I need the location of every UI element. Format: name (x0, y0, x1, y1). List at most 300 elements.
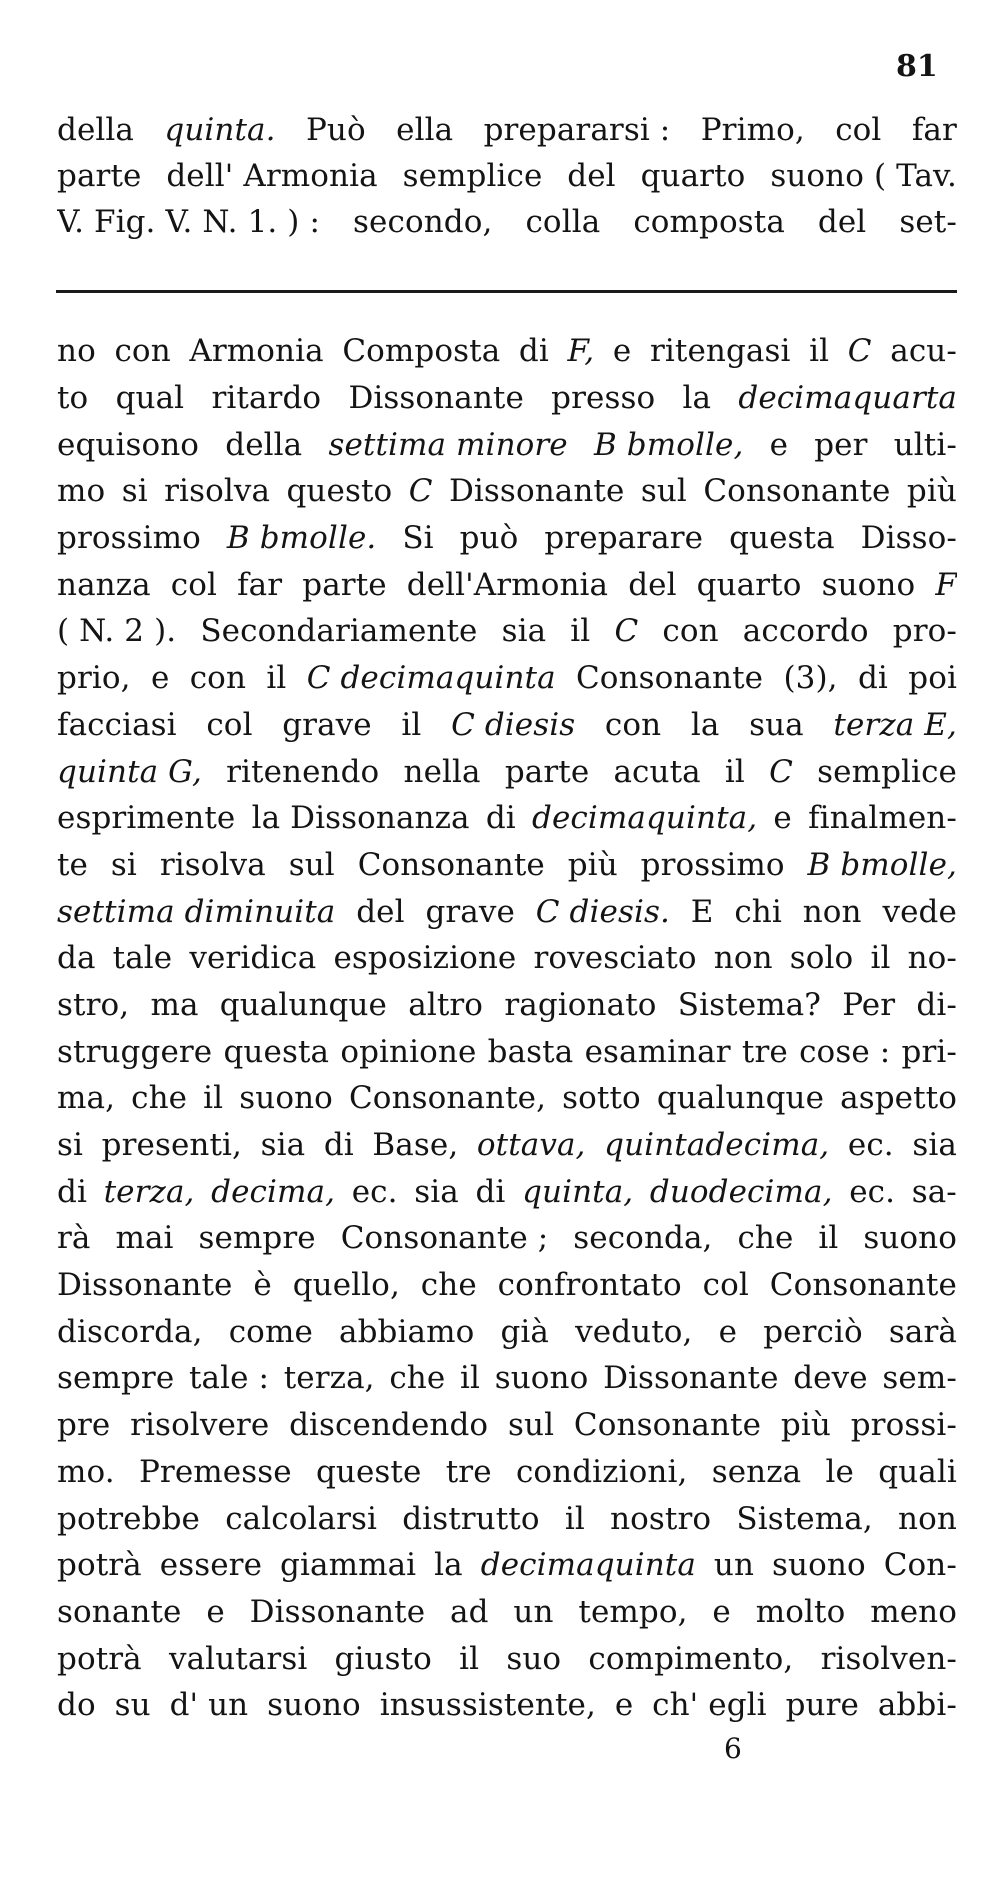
word: sul (508, 1407, 555, 1444)
text-line (57, 1495, 957, 1542)
word: suono ( Tav. (770, 158, 957, 195)
italic-word: decimaquinta, (532, 800, 758, 837)
italic-word: terza, (103, 1173, 195, 1210)
word: col (170, 566, 218, 603)
word: prepararsi : (483, 112, 671, 149)
word: quarto (640, 158, 746, 195)
word: Dissonante (57, 1267, 233, 1304)
word: che (737, 1220, 794, 1257)
word: e (612, 333, 632, 370)
word: prossimo (57, 520, 201, 557)
text-block-top (57, 107, 957, 246)
word: seconda, (573, 1220, 713, 1257)
word: qualunque (656, 1080, 825, 1117)
word: compimento, (588, 1640, 794, 1677)
word: preparare (544, 520, 704, 557)
word: per (814, 426, 868, 463)
word: no- (907, 940, 957, 977)
horizontal-rule (56, 290, 957, 293)
word: solo (789, 940, 854, 977)
word: grave (425, 893, 515, 930)
word: discendendo (289, 1407, 489, 1444)
word: il (870, 940, 891, 977)
word: Base, (372, 1127, 459, 1164)
text-line (57, 421, 957, 468)
italic-word: settima diminuita (57, 893, 336, 930)
text-line (57, 935, 957, 982)
word: più (780, 1407, 831, 1444)
word: si (57, 1127, 84, 1164)
italic-word: C (408, 473, 433, 510)
word: qual (115, 380, 185, 417)
word: la (690, 706, 720, 743)
word: nanza (57, 566, 151, 603)
word: ec. (351, 1173, 398, 1210)
text-line (57, 795, 957, 842)
word: far (911, 112, 957, 149)
word: con (604, 706, 662, 743)
word: pri- (901, 1033, 957, 1070)
word: Sistema? (677, 986, 821, 1023)
italic-word: B bmolle. (226, 520, 377, 557)
word: abbi- (877, 1687, 957, 1724)
word: Primo, (700, 112, 805, 149)
word: il (724, 753, 745, 790)
word: Dissonante (249, 1593, 426, 1630)
word: sua (749, 706, 804, 743)
word: meno (870, 1593, 957, 1630)
word: è (253, 1267, 272, 1304)
word: il (460, 1360, 481, 1397)
word: ritenendo (226, 753, 380, 790)
word: e (718, 1313, 738, 1350)
word: sia (912, 1127, 957, 1164)
word: suo (506, 1640, 562, 1677)
word: potrà (57, 1640, 142, 1677)
word: con (114, 333, 171, 370)
word: il (401, 706, 422, 743)
text-line (57, 561, 957, 608)
word: più (906, 473, 957, 510)
word: le (825, 1453, 855, 1490)
word: veridica (189, 940, 317, 977)
word: col (206, 706, 253, 743)
word: V. Fig. V. N. 1. ) : (57, 204, 321, 241)
text-line (57, 1355, 957, 1402)
word: Consonante (357, 846, 545, 883)
text-line (57, 655, 957, 702)
word: Dissonante (448, 473, 625, 510)
word: Sistema, (736, 1500, 873, 1537)
word: Per (842, 986, 896, 1023)
word: di (323, 1127, 354, 1164)
text-line (57, 1308, 957, 1355)
word: senza (711, 1453, 802, 1490)
word: basta (487, 1033, 574, 1070)
word: Premesse (138, 1453, 292, 1490)
word: to (57, 380, 89, 417)
word: mai (115, 1220, 174, 1257)
word: ritengasi (649, 333, 791, 370)
italic-word: quinta. (164, 112, 276, 149)
word: che (420, 1267, 477, 1304)
word: parte (302, 566, 387, 603)
word: essere (159, 1547, 263, 1584)
word: acu- (890, 333, 957, 370)
text-line (57, 982, 957, 1029)
word: pro- (892, 613, 957, 650)
word: della (225, 426, 303, 463)
word: parte (504, 753, 590, 790)
word: si (121, 473, 148, 510)
word: del (567, 158, 616, 195)
word: molto (755, 1593, 846, 1630)
word: il (266, 660, 287, 697)
word: vede (882, 893, 957, 930)
text-line (57, 1402, 957, 1449)
word: ritardo (211, 380, 322, 417)
word: perciò (763, 1313, 863, 1350)
word: e (150, 660, 170, 697)
word: ma, (57, 1080, 116, 1117)
word: Si (402, 520, 434, 557)
word: il (809, 333, 830, 370)
word: condizioni, (515, 1453, 688, 1490)
word: nella (403, 753, 481, 790)
word: questo (286, 473, 393, 510)
word: di (857, 660, 888, 697)
text-line (57, 1028, 957, 1075)
word: deve (793, 1360, 868, 1397)
italic-word: quintadecima, (604, 1127, 830, 1164)
word: ella (396, 112, 454, 149)
italic-word: C (614, 613, 639, 650)
text-line (57, 1682, 957, 1729)
word: abbiamo (339, 1313, 475, 1350)
italic-word: decimaquarta (738, 380, 957, 417)
word: stro, (57, 986, 130, 1023)
word: ec. (847, 1127, 894, 1164)
word: equisono (57, 426, 200, 463)
word: e (712, 1593, 731, 1630)
italic-word: C (847, 333, 872, 370)
word: non (802, 893, 862, 930)
word: acuta (613, 753, 701, 790)
word: prossimo (640, 846, 785, 883)
word: Secondariamente (200, 613, 478, 650)
word: risolva (159, 846, 266, 883)
word: su (114, 1687, 151, 1724)
word: prio, (57, 660, 131, 697)
word: di (518, 333, 549, 370)
word: opinione (340, 1033, 477, 1070)
italic-word: ottava, (476, 1127, 586, 1164)
text-line (57, 1449, 957, 1496)
word: già (500, 1313, 550, 1350)
word: Armonia (189, 333, 324, 370)
text-line (57, 702, 957, 749)
word: no (57, 333, 96, 370)
italic-word: C decimaquinta (306, 660, 556, 697)
word: suono (821, 566, 916, 603)
word: composta (633, 204, 785, 241)
italic-word: terza E, (833, 706, 957, 743)
word: Con- (883, 1547, 957, 1584)
word: dell'Armonia (406, 566, 609, 603)
word: un (713, 1547, 755, 1584)
word: tale (112, 940, 173, 977)
text-line (57, 1262, 957, 1309)
word: della (57, 112, 135, 149)
text-line (57, 107, 957, 153)
italic-word: C (769, 753, 793, 790)
word: il (459, 1640, 480, 1677)
word: sempre (198, 1220, 316, 1257)
word: sa- (911, 1173, 957, 1210)
text-line (57, 1542, 957, 1589)
text-block-bottom (57, 328, 957, 1729)
word: Consonante (573, 1407, 762, 1444)
page-number: 81 (896, 49, 938, 84)
word: prossi- (850, 1407, 957, 1444)
word: far (237, 566, 283, 603)
text-line (57, 888, 957, 935)
text-line (57, 199, 957, 245)
word: qualunque (219, 986, 387, 1023)
text-line (57, 1075, 957, 1122)
word: nostro (610, 1500, 712, 1537)
italic-word: B bmolle, (593, 426, 744, 463)
word: il (570, 613, 591, 650)
word: sem- (882, 1360, 957, 1397)
word: giammai (280, 1547, 417, 1584)
word: insussistente, (379, 1687, 596, 1724)
word: altro (408, 986, 484, 1023)
word: con (662, 613, 719, 650)
word: Dissonante (603, 1360, 779, 1397)
word: si (110, 846, 137, 883)
word: E (690, 893, 714, 930)
word: grave (282, 706, 372, 743)
word: il (203, 1080, 224, 1117)
word: del (356, 893, 405, 930)
word: e (769, 426, 789, 463)
word: suono (863, 1220, 957, 1257)
word: calcolarsi (225, 1500, 378, 1537)
word: terza, (283, 1360, 375, 1397)
italic-word: C diesis. (535, 893, 670, 930)
word: accordo (742, 613, 869, 650)
text-line (57, 1635, 957, 1682)
text-line (57, 842, 957, 889)
word: pure (785, 1687, 859, 1724)
word: più (567, 846, 618, 883)
word: Consonante (575, 660, 764, 697)
word: mo. (57, 1453, 115, 1490)
word: sarà (888, 1313, 957, 1350)
word: che (389, 1360, 446, 1397)
word: (3), (783, 660, 838, 697)
text-line (57, 1122, 957, 1169)
word: che (131, 1080, 188, 1117)
word: non (898, 1500, 957, 1537)
word: di (475, 1173, 506, 1210)
word: Può (305, 112, 366, 149)
word: quarto (696, 566, 802, 603)
word: può (459, 520, 519, 557)
word: risolven- (820, 1640, 957, 1677)
word: sul (288, 846, 335, 883)
word: e (614, 1687, 634, 1724)
word: e (773, 800, 792, 837)
italic-word: F (935, 566, 957, 603)
word: rovesciato (533, 940, 697, 977)
word: sul (640, 473, 687, 510)
word: valutarsi (168, 1640, 308, 1677)
word: col (702, 1267, 749, 1304)
word: esprimente (57, 800, 236, 837)
word: non (713, 940, 773, 977)
word: la Dissonanza (251, 800, 470, 837)
word: te (57, 846, 89, 883)
word: queste (315, 1453, 422, 1490)
word: dell' Armonia (166, 158, 378, 195)
word: distrutto (402, 1500, 540, 1537)
word: potrebbe (57, 1500, 200, 1537)
text-line (57, 608, 957, 655)
word: d' un (169, 1687, 249, 1724)
word: chi (734, 893, 782, 930)
word: da (57, 940, 96, 977)
word: sotto (562, 1080, 641, 1117)
word: col (835, 112, 882, 149)
word: ulti- (893, 426, 957, 463)
italic-word: quinta, (522, 1173, 634, 1210)
italic-word: settima minore (328, 426, 568, 463)
word: suono (772, 1547, 866, 1584)
word: poi (908, 660, 957, 697)
word: di (57, 1173, 87, 1210)
word: e (206, 1593, 225, 1630)
word: sempre (57, 1360, 175, 1397)
word: giusto (334, 1640, 432, 1677)
signature-mark: 6 (724, 1732, 742, 1765)
word: discorda, (57, 1313, 203, 1350)
italic-word: B bmolle, (807, 846, 957, 883)
word: colla (525, 204, 601, 241)
word: Consonante, (348, 1080, 547, 1117)
text-line (57, 1215, 957, 1262)
word: parte (57, 158, 142, 195)
word: finalmen- (808, 800, 957, 837)
word: do (57, 1687, 96, 1724)
word: Composta (342, 333, 501, 370)
word: suono (239, 1080, 333, 1117)
text-line (57, 1589, 957, 1636)
word: ma (150, 986, 199, 1023)
italic-word: F, (567, 333, 595, 370)
word: sia (501, 613, 547, 650)
word: semplice (402, 158, 543, 195)
word: mo (57, 473, 106, 510)
word: ad (450, 1593, 489, 1630)
word: tale : (188, 1360, 270, 1397)
word: secondo, (353, 204, 493, 241)
word: cose : (799, 1033, 891, 1070)
word: Consonante (769, 1267, 957, 1304)
italic-word: decimaquinta (480, 1547, 696, 1584)
word: tre (741, 1033, 788, 1070)
word: sia (260, 1127, 306, 1164)
word: del (817, 204, 867, 241)
word: di (485, 800, 516, 837)
word: suono (267, 1687, 361, 1724)
italic-word: C diesis (451, 706, 576, 743)
word: suono (494, 1360, 589, 1397)
text-line (57, 153, 957, 199)
word: tre (445, 1453, 492, 1490)
word: ec. (849, 1173, 896, 1210)
word: presso (551, 380, 656, 417)
italic-word: quinta G, (57, 753, 202, 790)
word: potrà (57, 1547, 142, 1584)
word: veduto, (575, 1313, 693, 1350)
word: rà (57, 1220, 91, 1257)
word: come (228, 1313, 313, 1350)
word: Dissonante (348, 380, 524, 417)
text-line (57, 468, 957, 515)
word: quali (878, 1453, 957, 1490)
italic-word: duodecima, (649, 1173, 833, 1210)
word: aspetto (840, 1080, 957, 1117)
word: un (513, 1593, 554, 1630)
word: esaminar (584, 1033, 731, 1070)
text-line (57, 748, 957, 795)
text-line (57, 375, 957, 422)
word: confrontato (497, 1267, 682, 1304)
word: ch' egli (652, 1687, 767, 1724)
word: con (189, 660, 247, 697)
word: pre (57, 1407, 111, 1444)
word: semplice (817, 753, 957, 790)
word: di- (916, 986, 957, 1023)
word: ( N. 2 ). (57, 613, 177, 650)
word: Consonante (703, 473, 891, 510)
word: risolva (164, 473, 271, 510)
word: presenti, (101, 1127, 242, 1164)
word: facciasi (57, 706, 177, 743)
word: sonante (57, 1593, 182, 1630)
word: risolvere (130, 1407, 270, 1444)
word: questa (223, 1033, 330, 1070)
word: la (434, 1547, 463, 1584)
word: set- (899, 204, 957, 241)
word: tempo, (578, 1593, 688, 1630)
italic-word: decima, (211, 1173, 336, 1210)
text-line (57, 328, 957, 375)
word: il (818, 1220, 839, 1257)
word: sia (414, 1173, 459, 1210)
word: ragionato (504, 986, 657, 1023)
word: struggere (57, 1033, 213, 1070)
word: Consonante ; (340, 1220, 549, 1257)
word: quello, (292, 1267, 400, 1304)
word: del (628, 566, 677, 603)
word: esposizione (333, 940, 517, 977)
word: la (682, 380, 712, 417)
word: questa (729, 520, 835, 557)
text-line (57, 1168, 957, 1215)
